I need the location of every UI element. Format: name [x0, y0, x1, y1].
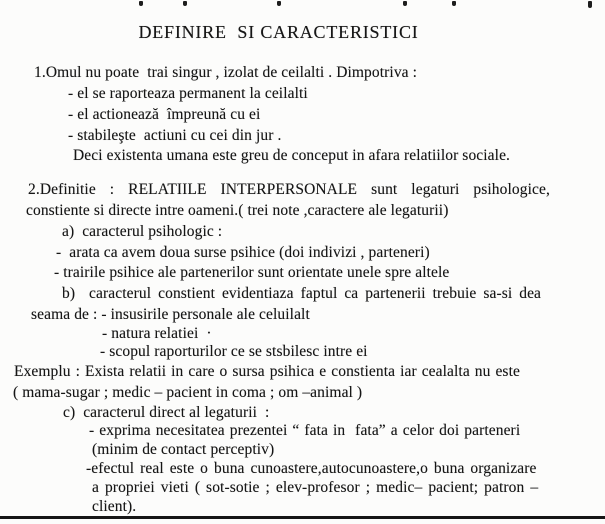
item-c-bullet-2: -efectul real este o buna cunoastere,autocunoastere,o buna organizare	[86, 460, 537, 477]
item-c-bullet-2-end: client).	[92, 498, 137, 515]
item-c-heading: c) caracterul direct al legaturii :	[63, 404, 270, 421]
item-a-bullet-2: - trairile psihice ale partenerilor sunt orientate unele spre altele	[54, 264, 450, 281]
conclusion-existenta: Deci existenta umana este greu de conceput in afara relatiilor sociale.	[73, 147, 511, 164]
item-a-bullet-1: - arata ca avem doua surse psihice (doi indivizi , parteneri)	[56, 244, 430, 261]
bullet-actioneaza: - el actionează împreună cu ei	[68, 106, 261, 123]
item-b-sub-natura: - natura relatiei ·	[102, 325, 212, 342]
item-c-bullet-1: - exprima necesitatea prezentei “ fata in fata” a celor doi parteneri	[89, 422, 521, 439]
example-line-2: ( mama-sugar ; medic – pacient in coma ; om –animal )	[13, 384, 363, 401]
cropped-line-remnant	[452, 1, 456, 6]
cropped-line-remnant	[403, 1, 407, 6]
item-b-continuation: seama de : - insusirile personale ale celuilalt	[31, 306, 310, 323]
bullet-raporteaza: - el se raporteaza permanent la ceilalti	[68, 85, 308, 102]
item-b-sub-scopul: - scopul raporturilor ce se stsbilesc intre ei	[100, 343, 368, 360]
example-line-1: Exemplu : Exista relatii in care o sursa psihica e constienta iar cealalta nu este	[14, 363, 520, 380]
item-a-heading: a) caracterul psihologic :	[62, 223, 223, 240]
definition-line-1: 2.Definitie : RELATIILE INTERPERSONALE sunt legaturi psihologice,	[28, 181, 550, 198]
page-title: DEFINIRE SI CARACTERISTICI	[138, 22, 419, 42]
item-c-bullet-2-cont: a propriei vieti ( sot-sotie ; elev-profesor ; medic– pacient; patron –	[92, 479, 539, 496]
intro-statement: 1.Omul nu poate trai singur , izolat de ceilalti . Dimpotriva :	[34, 64, 418, 81]
cropped-line-remnant	[183, 1, 187, 6]
definition-line-2: constiente si directe intre oameni.( trei note ,caractere ale legaturii)	[26, 202, 449, 219]
bullet-stabileste: - stabileşte actiuni cu cei din jur .	[68, 127, 282, 144]
bottom-rule	[0, 516, 605, 519]
cropped-line-remnant	[277, 1, 281, 6]
item-c-bullet-1-cont: (minim de contact perceptiv)	[92, 441, 275, 458]
cropped-line-remnant	[139, 1, 143, 6]
item-b-heading: b) caracterul constient evidentiaza faptul ca partenerii trebuie sa-si dea	[62, 285, 542, 302]
cropped-line-remnant	[588, 1, 592, 8]
